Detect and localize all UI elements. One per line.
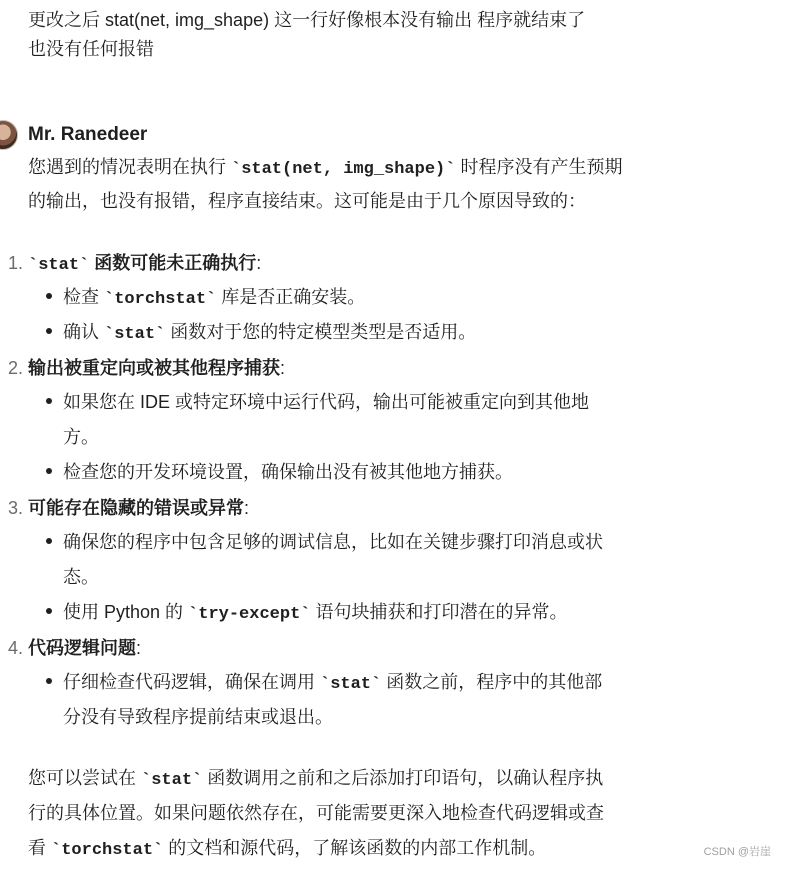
list-item-title: 可能存在隐藏的错误或异常 (28, 498, 245, 518)
bullet-dot (46, 328, 52, 334)
bullet-dot (46, 678, 52, 684)
bullet-text: 检查 (63, 287, 105, 307)
intro-line-1 (28, 150, 688, 187)
inline-code: `stat` (104, 325, 166, 344)
colon: : (136, 638, 142, 658)
intro-text-b: 时程序没有产生预期 (455, 157, 623, 177)
bullet-dot (46, 293, 52, 299)
bullet-text: 函数之前，程序中的其他部 (381, 672, 603, 692)
inline-code: `stat` (320, 675, 382, 694)
bullet-text: 使用 Python 的 (63, 602, 189, 622)
bullet-line (63, 315, 476, 352)
user-message-line-1: 更改之后 stat(net, img_shape) 这一行好像根本没有输出 程序就结束了 (28, 10, 586, 30)
inline-code: `try-except` (188, 605, 311, 624)
bullet-line (63, 665, 602, 702)
bullet-dot (46, 608, 52, 614)
bullet-text: 语句块捕获和打印潜在的异常。 (310, 602, 568, 622)
bullet-line: 如果您在 IDE 或特定环境中运行代码，输出可能被重定向到其他地 (63, 392, 590, 412)
closing-line-3 (28, 831, 688, 868)
inline-code: `stat` (141, 771, 203, 790)
closing-text: 看 (28, 838, 52, 858)
colon: : (244, 498, 250, 518)
closing-line-2: 行的具体位置。如果问题依然存在，可能需要更深入地检查代码逻辑或查 (28, 803, 604, 823)
inline-code: `stat` (28, 256, 90, 275)
list-number: 2. (8, 358, 24, 378)
closing-text: 的文档和源代码，了解该函数的内部工作机制。 (163, 838, 547, 858)
bullet-line-continued: 态。 (63, 567, 99, 587)
bullet-line-continued: 方。 (63, 427, 99, 447)
assistant-avatar (0, 120, 18, 150)
closing-line-1 (28, 761, 688, 798)
bullet-text: 仔细检查代码逻辑，确保在调用 (63, 672, 320, 692)
bullet-text: 函数对于您的特定模型类型是否适用。 (165, 322, 477, 342)
csdn-watermark: CSDN @岩崖 (703, 846, 771, 858)
intro-line-2: 的输出，也没有报错，程序直接结束。这可能是由于几个原因导致的： (28, 191, 586, 211)
bullet-line (63, 280, 365, 317)
bullet-text: 库是否正确安装。 (216, 287, 366, 307)
list-item-2 (8, 351, 285, 386)
list-item-title: 函数可能未正确执行 (89, 253, 257, 273)
user-message-line-2: 也没有任何报错 (28, 39, 154, 59)
bullet-line-continued: 分没有导致程序提前结束或退出。 (63, 707, 333, 727)
closing-text: 函数调用之前和之后添加打印语句，以确认程序执 (202, 768, 604, 788)
bullet-line (63, 595, 567, 632)
inline-code: `stat(net, img_shape)` (231, 160, 456, 179)
list-item-3 (8, 491, 249, 526)
list-item-4 (8, 631, 141, 666)
bullet-dot (46, 538, 52, 544)
list-item-1 (8, 246, 261, 283)
assistant-name: Mr. Ranedeer (28, 124, 148, 145)
list-number: 4. (8, 638, 24, 658)
closing-text: 您可以尝试在 (28, 768, 142, 788)
inline-code: `torchstat` (104, 290, 217, 309)
colon: : (280, 358, 286, 378)
bullet-text: 确认 (63, 322, 105, 342)
colon: : (256, 253, 262, 273)
list-item-title: 输出被重定向或被其他程序捕获 (28, 358, 281, 378)
bullet-line: 检查您的开发环境设置，确保输出没有被其他地方捕获。 (63, 462, 513, 482)
bullet-dot (46, 468, 52, 474)
list-number: 1. (8, 253, 24, 273)
bullet-dot (46, 398, 52, 404)
inline-code: `torchstat` (51, 841, 164, 860)
bullet-line: 确保您的程序中包含足够的调试信息，比如在关键步骤打印消息或状 (63, 532, 603, 552)
list-number: 3. (8, 498, 24, 518)
intro-text-a: 您遇到的情况表明在执行 (28, 157, 231, 177)
list-item-title: 代码逻辑问题 (28, 638, 137, 658)
